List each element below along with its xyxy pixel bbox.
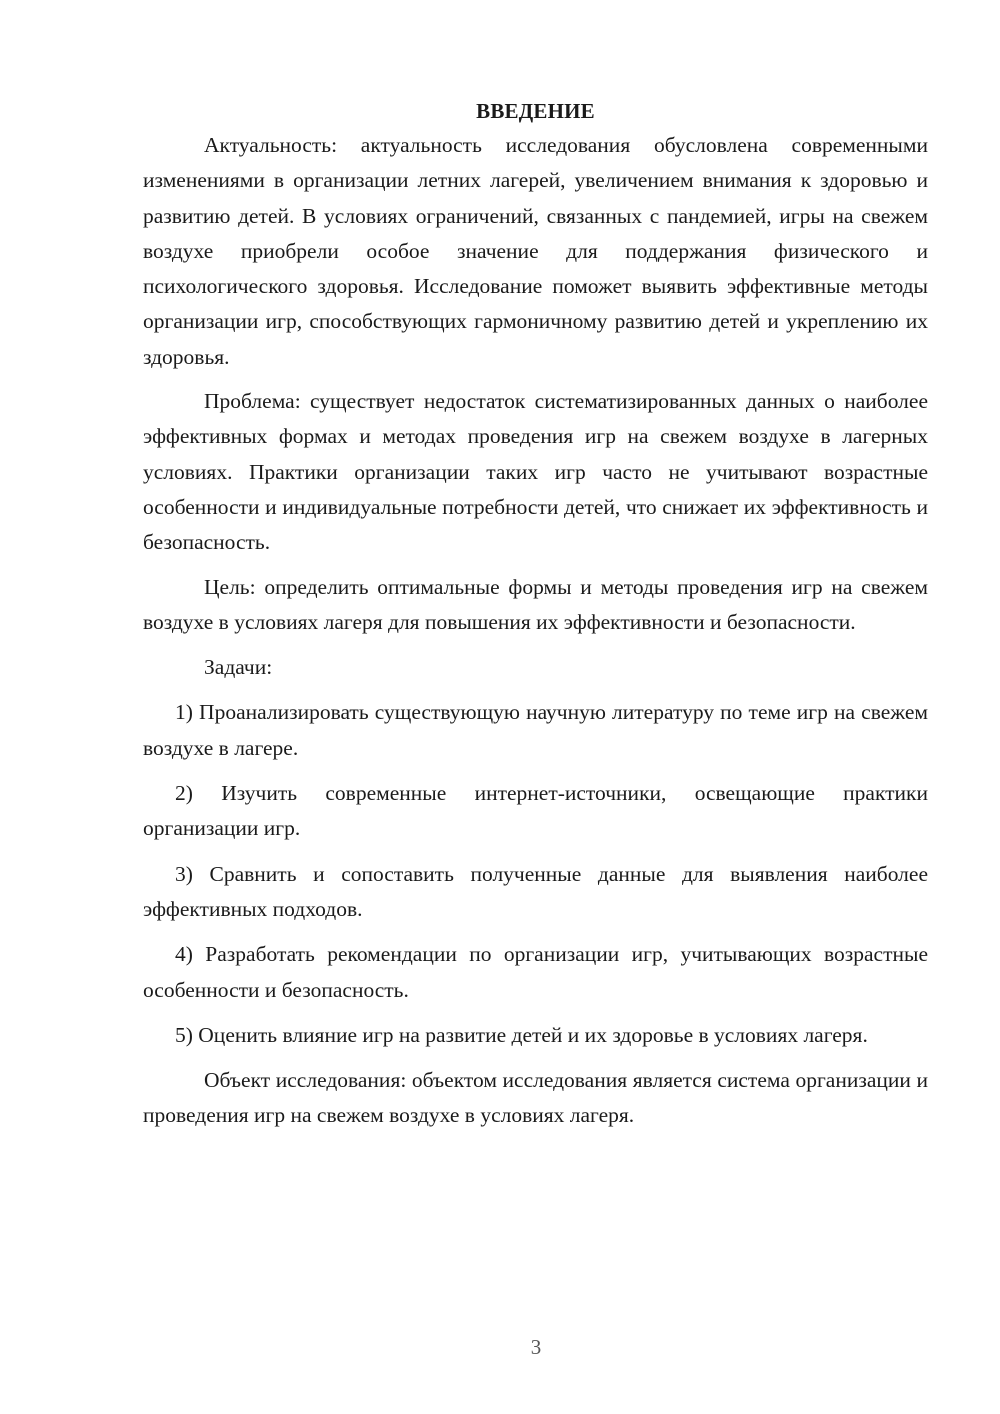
task-item: 3) Сравнить и сопоставить полученные данные для выявления наиболее эффективных подходов. — [143, 861, 928, 921]
tasks-list — [143, 695, 928, 1053]
task-item: 1) Проанализировать существующую научную литературу по теме игр на свежем воздухе в лагере. — [143, 700, 928, 760]
task-item: 4) Разработать рекомендации по организации игр, учитывающих возрастные особенности и безопасность. — [143, 942, 928, 1002]
page-number: 3 — [530, 1335, 542, 1359]
document-page — [143, 96, 928, 1143]
relevance-paragraph: Актуальность: актуальность исследования обусловлена современными изменениями в организации летних лагерей, увеличением внимания к здоровью и развитию детей. В условиях ограничений, связанных с пандемией, игры на свежем воздухе приобрели особое значение для поддержания физического и психологического здоровья. Исследование поможет выявить эффективные методы организации игр, способствующих гармоничному развитию детей и укреплению их здоровья. — [143, 133, 928, 369]
tasks-heading: Задачи: — [204, 655, 273, 680]
object-paragraph: Объект исследования: объектом исследования является система организации и проведения игр на свежем воздухе в условиях лагеря. — [143, 1068, 928, 1128]
problem-paragraph: Проблема: существует недостаток систематизированных данных о наиболее эффективных формах и методах проведения игр на свежем воздухе в лагерных условиях. Практики организации таких игр часто не учитывают возрастные особенности и индивидуальные потребности детей, что снижает их эффективность и безопасность. — [143, 389, 928, 555]
task-item: 2) Изучить современные интернет-источники, освещающие практики организации игр. — [143, 781, 928, 841]
goal-paragraph: Цель: определить оптимальные формы и методы проведения игр на свежем воздухе в условиях лагеря для повышения их эффективности и безопасности. — [143, 574, 928, 634]
task-item: 5) Оценить влияние игр на развитие детей и их здоровье в условиях лагеря. — [175, 1022, 868, 1047]
page-title: ВВЕДЕНИЕ — [476, 99, 595, 123]
